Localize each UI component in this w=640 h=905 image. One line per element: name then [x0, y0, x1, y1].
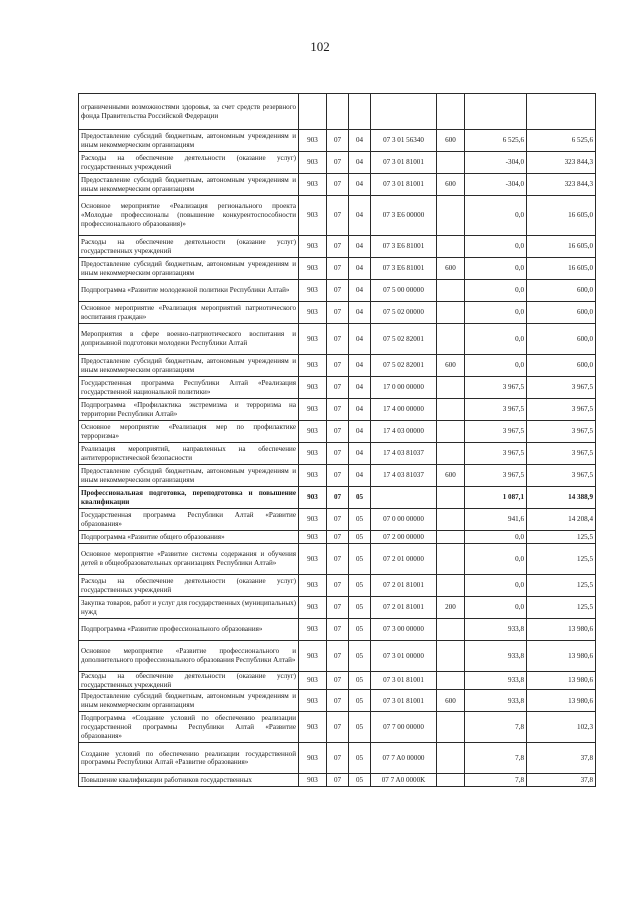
subsection-code-cell: 04: [349, 258, 371, 280]
admin-code-cell: 903: [299, 196, 327, 236]
subsection-code-cell: 04: [349, 196, 371, 236]
total-amount-cell: 16 605,0: [527, 258, 596, 280]
table-row: [79, 355, 596, 377]
subsection-code-cell: 04: [349, 465, 371, 487]
change-amount-cell: 933,8: [465, 619, 527, 641]
admin-code-cell: 903: [299, 619, 327, 641]
target-article-code-cell: [371, 487, 437, 509]
admin-code-cell: 903: [299, 641, 327, 672]
section-code-cell: 07: [327, 619, 349, 641]
table-row: [79, 743, 596, 774]
subsection-code-cell: [349, 94, 371, 130]
change-amount-cell: 0,0: [465, 355, 527, 377]
section-code-cell: 07: [327, 152, 349, 174]
section-code-cell: [327, 94, 349, 130]
subsection-code-cell: 04: [349, 399, 371, 421]
expense-type-code-cell: [437, 399, 465, 421]
row-name-cell: Реализация мероприятий, направленных на обеспечение антитеррористической безопасности: [79, 443, 299, 465]
table-row: [79, 399, 596, 421]
admin-code-cell: 903: [299, 236, 327, 258]
section-code-cell: 07: [327, 130, 349, 152]
target-article-code-cell: 07 5 00 00000: [371, 280, 437, 302]
admin-code-cell: 903: [299, 174, 327, 196]
admin-code-cell: 903: [299, 399, 327, 421]
expense-type-code-cell: [437, 377, 465, 399]
row-name-cell: Подпрограмма «Развитие общего образования»: [79, 531, 299, 544]
target-article-code-cell: 17 4 03 81037: [371, 465, 437, 487]
change-amount-cell: 0,0: [465, 196, 527, 236]
total-amount-cell: 16 605,0: [527, 236, 596, 258]
change-amount-cell: 0,0: [465, 302, 527, 324]
table-row: [79, 487, 596, 509]
total-amount-cell: 37,8: [527, 743, 596, 774]
subsection-code-cell: 05: [349, 597, 371, 619]
row-name-cell: Создание условий по обеспечению реализации государственной программы Республики Алтай «Развитие образования»: [79, 743, 299, 774]
row-name-cell: Подпрограмма «Создание условий по обеспечению реализации государственной программы Республики Алтай «Развитие образования»: [79, 712, 299, 743]
section-code-cell: 07: [327, 196, 349, 236]
subsection-code-cell: 04: [349, 280, 371, 302]
section-code-cell: 07: [327, 355, 349, 377]
row-name-cell: Расходы на обеспечение деятельности (оказание услуг) государственных учреждений: [79, 672, 299, 690]
change-amount-cell: 0,0: [465, 324, 527, 355]
target-article-code-cell: 07 7 00 00000: [371, 712, 437, 743]
change-amount-cell: 1 087,1: [465, 487, 527, 509]
section-code-cell: 07: [327, 258, 349, 280]
table-row: [79, 196, 596, 236]
target-article-code-cell: 07 3 01 00000: [371, 641, 437, 672]
expense-type-code-cell: 200: [437, 597, 465, 619]
expense-type-code-cell: [437, 641, 465, 672]
change-amount-cell: 7,8: [465, 712, 527, 743]
target-article-code-cell: 07 0 00 00000: [371, 509, 437, 531]
admin-code-cell: 903: [299, 531, 327, 544]
admin-code-cell: 903: [299, 487, 327, 509]
total-amount-cell: 3 967,5: [527, 465, 596, 487]
admin-code-cell: 903: [299, 465, 327, 487]
change-amount-cell: 3 967,5: [465, 421, 527, 443]
section-code-cell: 07: [327, 544, 349, 575]
change-amount-cell: 0,0: [465, 531, 527, 544]
total-amount-cell: 13 980,6: [527, 619, 596, 641]
change-amount-cell: 933,8: [465, 672, 527, 690]
change-amount-cell: [465, 94, 527, 130]
table-row: [79, 324, 596, 355]
section-code-cell: 07: [327, 641, 349, 672]
expense-type-code-cell: [437, 774, 465, 787]
table-row: [79, 531, 596, 544]
section-code-cell: 07: [327, 302, 349, 324]
row-name-cell: Закупка товаров, работ и услуг для государственных (муниципальных) нужд: [79, 597, 299, 619]
subsection-code-cell: 05: [349, 544, 371, 575]
section-code-cell: 07: [327, 774, 349, 787]
expense-type-code-cell: [437, 487, 465, 509]
section-code-cell: 07: [327, 509, 349, 531]
section-code-cell: 07: [327, 236, 349, 258]
target-article-code-cell: 17 4 03 81037: [371, 443, 437, 465]
change-amount-cell: 3 967,5: [465, 377, 527, 399]
total-amount-cell: 13 980,6: [527, 672, 596, 690]
subsection-code-cell: 04: [349, 324, 371, 355]
table-row: [79, 597, 596, 619]
target-article-code-cell: 17 4 00 00000: [371, 399, 437, 421]
change-amount-cell: -304,0: [465, 174, 527, 196]
total-amount-cell: 323 844,3: [527, 174, 596, 196]
subsection-code-cell: 04: [349, 421, 371, 443]
target-article-code-cell: 07 2 01 81001: [371, 575, 437, 597]
target-article-code-cell: 07 2 01 81001: [371, 597, 437, 619]
expense-type-code-cell: [437, 544, 465, 575]
section-code-cell: 07: [327, 575, 349, 597]
change-amount-cell: 0,0: [465, 258, 527, 280]
subsection-code-cell: 04: [349, 302, 371, 324]
row-name-cell: Повышение квалификации работников государственных: [79, 774, 299, 787]
table-row: [79, 152, 596, 174]
subsection-code-cell: 05: [349, 672, 371, 690]
admin-code-cell: 903: [299, 377, 327, 399]
table-row: [79, 672, 596, 690]
expense-type-code-cell: [437, 280, 465, 302]
change-amount-cell: 7,8: [465, 774, 527, 787]
section-code-cell: 07: [327, 421, 349, 443]
change-amount-cell: 3 967,5: [465, 399, 527, 421]
table-row: [79, 377, 596, 399]
budget-table: [78, 93, 596, 787]
subsection-code-cell: 05: [349, 575, 371, 597]
total-amount-cell: 600,0: [527, 302, 596, 324]
target-article-code-cell: 07 3 01 81001: [371, 690, 437, 712]
admin-code-cell: [299, 94, 327, 130]
subsection-code-cell: 05: [349, 487, 371, 509]
admin-code-cell: 903: [299, 355, 327, 377]
admin-code-cell: 903: [299, 597, 327, 619]
admin-code-cell: 903: [299, 258, 327, 280]
table-row: [79, 544, 596, 575]
row-name-cell: Расходы на обеспечение деятельности (оказание услуг) государственных учреждений: [79, 152, 299, 174]
row-name-cell: Предоставление субсидий бюджетным, автономным учреждениям и иным некоммерческим организациям: [79, 130, 299, 152]
change-amount-cell: 941,6: [465, 509, 527, 531]
row-name-cell: Основное мероприятие «Реализация мероприятий патриотического воспитания граждан»: [79, 302, 299, 324]
expense-type-code-cell: [437, 302, 465, 324]
admin-code-cell: 903: [299, 509, 327, 531]
section-code-cell: 07: [327, 597, 349, 619]
row-name-cell: Предоставление субсидий бюджетным, автономным учреждениям и иным некоммерческим организациям: [79, 258, 299, 280]
change-amount-cell: 0,0: [465, 544, 527, 575]
admin-code-cell: 903: [299, 672, 327, 690]
target-article-code-cell: 07 7 A0 00000: [371, 743, 437, 774]
admin-code-cell: 903: [299, 152, 327, 174]
target-article-code-cell: 07 3 E6 00000: [371, 196, 437, 236]
subsection-code-cell: 05: [349, 531, 371, 544]
target-article-code-cell: [371, 94, 437, 130]
expense-type-code-cell: 600: [437, 465, 465, 487]
subsection-code-cell: 05: [349, 712, 371, 743]
subsection-code-cell: 05: [349, 774, 371, 787]
total-amount-cell: 3 967,5: [527, 399, 596, 421]
row-name-cell: Предоставление субсидий бюджетным, автономным учреждениям и иным некоммерческим организациям: [79, 465, 299, 487]
target-article-code-cell: 07 2 01 00000: [371, 544, 437, 575]
section-code-cell: 07: [327, 174, 349, 196]
subsection-code-cell: 05: [349, 619, 371, 641]
target-article-code-cell: 07 3 00 00000: [371, 619, 437, 641]
expense-type-code-cell: 600: [437, 258, 465, 280]
target-article-code-cell: 07 3 01 81001: [371, 672, 437, 690]
row-name-cell: Подпрограмма «Развитие молодежной политики Республики Алтай»: [79, 280, 299, 302]
table-row: [79, 94, 596, 130]
table-row: [79, 258, 596, 280]
section-code-cell: 07: [327, 377, 349, 399]
section-code-cell: 07: [327, 465, 349, 487]
target-article-code-cell: 07 5 02 82001: [371, 324, 437, 355]
budget-table-body: [79, 94, 596, 787]
expense-type-code-cell: [437, 712, 465, 743]
admin-code-cell: 903: [299, 575, 327, 597]
admin-code-cell: 903: [299, 302, 327, 324]
subsection-code-cell: 05: [349, 509, 371, 531]
total-amount-cell: 125,5: [527, 575, 596, 597]
table-row: [79, 712, 596, 743]
section-code-cell: 07: [327, 324, 349, 355]
section-code-cell: 07: [327, 487, 349, 509]
table-row: [79, 280, 596, 302]
total-amount-cell: [527, 94, 596, 130]
target-article-code-cell: 07 5 02 00000: [371, 302, 437, 324]
target-article-code-cell: 07 5 02 82001: [371, 355, 437, 377]
row-name-cell: Предоставление субсидий бюджетным, автономным учреждениям и иным некоммерческим организациям: [79, 174, 299, 196]
target-article-code-cell: 07 3 01 81001: [371, 174, 437, 196]
subsection-code-cell: 05: [349, 690, 371, 712]
target-article-code-cell: 07 2 00 00000: [371, 531, 437, 544]
admin-code-cell: 903: [299, 743, 327, 774]
row-name-cell: Основное мероприятие «Развитие профессионального и дополнительного профессионального образования Республики Алтай»: [79, 641, 299, 672]
row-name-cell: Подпрограмма «Профилактика экстремизма и терроризма на территории Республики Алтай»: [79, 399, 299, 421]
section-code-cell: 07: [327, 712, 349, 743]
page-number: 102: [310, 39, 330, 54]
table-row: [79, 130, 596, 152]
total-amount-cell: 125,5: [527, 597, 596, 619]
table-row: [79, 236, 596, 258]
expense-type-code-cell: 600: [437, 130, 465, 152]
target-article-code-cell: 07 3 E6 81001: [371, 236, 437, 258]
admin-code-cell: 903: [299, 712, 327, 743]
expense-type-code-cell: [437, 236, 465, 258]
table-row: [79, 174, 596, 196]
row-name-cell: Основное мероприятие «Реализация мер по профилактике терроризма»: [79, 421, 299, 443]
expense-type-code-cell: [437, 575, 465, 597]
admin-code-cell: 903: [299, 443, 327, 465]
total-amount-cell: 102,3: [527, 712, 596, 743]
row-name-cell: Расходы на обеспечение деятельности (оказание услуг) государственных учреждений: [79, 236, 299, 258]
admin-code-cell: 903: [299, 690, 327, 712]
total-amount-cell: 323 844,3: [527, 152, 596, 174]
expense-type-code-cell: [437, 324, 465, 355]
row-name-cell: Расходы на обеспечение деятельности (оказание услуг) государственных учреждений: [79, 575, 299, 597]
table-row: [79, 465, 596, 487]
expense-type-code-cell: [437, 443, 465, 465]
expense-type-code-cell: [437, 619, 465, 641]
admin-code-cell: 903: [299, 280, 327, 302]
target-article-code-cell: 07 3 E6 81001: [371, 258, 437, 280]
total-amount-cell: 125,5: [527, 544, 596, 575]
row-name-cell: Государственная программа Республики Алтай «Реализация государственной национальной политики»: [79, 377, 299, 399]
expense-type-code-cell: [437, 509, 465, 531]
section-code-cell: 07: [327, 531, 349, 544]
subsection-code-cell: 05: [349, 641, 371, 672]
target-article-code-cell: 17 0 00 00000: [371, 377, 437, 399]
total-amount-cell: 16 605,0: [527, 196, 596, 236]
section-code-cell: 07: [327, 443, 349, 465]
section-code-cell: 07: [327, 743, 349, 774]
total-amount-cell: 3 967,5: [527, 377, 596, 399]
subsection-code-cell: 04: [349, 152, 371, 174]
total-amount-cell: 13 980,6: [527, 690, 596, 712]
admin-code-cell: 903: [299, 324, 327, 355]
change-amount-cell: 0,0: [465, 236, 527, 258]
change-amount-cell: 6 525,6: [465, 130, 527, 152]
row-name-cell: Мероприятия в сфере военно-патриотического воспитания и допризывной подготовки молодежи Республики Алтай: [79, 324, 299, 355]
total-amount-cell: 600,0: [527, 355, 596, 377]
total-amount-cell: 14 208,4: [527, 509, 596, 531]
admin-code-cell: 903: [299, 421, 327, 443]
table-row: [79, 641, 596, 672]
subsection-code-cell: 04: [349, 174, 371, 196]
row-name-cell: Предоставление субсидий бюджетным, автономным учреждениям и иным некоммерческим организациям: [79, 690, 299, 712]
admin-code-cell: 903: [299, 774, 327, 787]
change-amount-cell: 7,8: [465, 743, 527, 774]
table-row: [79, 774, 596, 787]
total-amount-cell: 13 980,6: [527, 641, 596, 672]
change-amount-cell: 0,0: [465, 280, 527, 302]
target-article-code-cell: 17 4 03 00000: [371, 421, 437, 443]
row-name-cell: Государственная программа Республики Алтай «Развитие образования»: [79, 509, 299, 531]
table-row: [79, 443, 596, 465]
change-amount-cell: -304,0: [465, 152, 527, 174]
row-name-cell: Основное мероприятие «Развитие системы содержания и обучения детей в общеобразовательных организациях Республики Алтай»: [79, 544, 299, 575]
expense-type-code-cell: 600: [437, 690, 465, 712]
row-name-cell: ограниченными возможностями здоровья, за счет средств резервного фонда Правительства Российской Федерации: [79, 94, 299, 130]
total-amount-cell: 600,0: [527, 324, 596, 355]
subsection-code-cell: 05: [349, 743, 371, 774]
change-amount-cell: 0,0: [465, 597, 527, 619]
expense-type-code-cell: 600: [437, 174, 465, 196]
total-amount-cell: 14 388,9: [527, 487, 596, 509]
table-row: [79, 421, 596, 443]
total-amount-cell: 3 967,5: [527, 421, 596, 443]
row-name-cell: Подпрограмма «Развитие профессионального образования»: [79, 619, 299, 641]
table-row: [79, 302, 596, 324]
total-amount-cell: 3 967,5: [527, 443, 596, 465]
row-name-cell: Основное мероприятие «Реализация регионального проекта «Молодые профессионалы (повышение конкурентоспособности профессионального образования)»: [79, 196, 299, 236]
expense-type-code-cell: [437, 196, 465, 236]
total-amount-cell: 125,5: [527, 531, 596, 544]
expense-type-code-cell: [437, 152, 465, 174]
row-name-cell: Предоставление субсидий бюджетным, автономным учреждениям и иным некоммерческим организациям: [79, 355, 299, 377]
subsection-code-cell: 04: [349, 377, 371, 399]
subsection-code-cell: 04: [349, 355, 371, 377]
total-amount-cell: 6 525,6: [527, 130, 596, 152]
expense-type-code-cell: [437, 672, 465, 690]
target-article-code-cell: 07 3 01 56340: [371, 130, 437, 152]
section-code-cell: 07: [327, 672, 349, 690]
admin-code-cell: 903: [299, 130, 327, 152]
table-row: [79, 619, 596, 641]
total-amount-cell: 600,0: [527, 280, 596, 302]
table-row: [79, 509, 596, 531]
target-article-code-cell: 07 7 A0 0000K: [371, 774, 437, 787]
change-amount-cell: 3 967,5: [465, 443, 527, 465]
section-code-cell: 07: [327, 399, 349, 421]
target-article-code-cell: 07 3 01 81001: [371, 152, 437, 174]
subsection-code-cell: 04: [349, 443, 371, 465]
change-amount-cell: 3 967,5: [465, 465, 527, 487]
subsection-code-cell: 04: [349, 130, 371, 152]
subsection-code-cell: 04: [349, 236, 371, 258]
expense-type-code-cell: [437, 421, 465, 443]
expense-type-code-cell: [437, 94, 465, 130]
expense-type-code-cell: [437, 743, 465, 774]
row-name-cell: Профессиональная подготовка, переподготовка и повышение квалификации: [79, 487, 299, 509]
change-amount-cell: 0,0: [465, 575, 527, 597]
admin-code-cell: 903: [299, 544, 327, 575]
section-code-cell: 07: [327, 690, 349, 712]
expense-type-code-cell: [437, 531, 465, 544]
table-row: [79, 575, 596, 597]
change-amount-cell: 933,8: [465, 641, 527, 672]
section-code-cell: 07: [327, 280, 349, 302]
table-row: [79, 690, 596, 712]
change-amount-cell: 933,8: [465, 690, 527, 712]
total-amount-cell: 37,8: [527, 774, 596, 787]
expense-type-code-cell: 600: [437, 355, 465, 377]
